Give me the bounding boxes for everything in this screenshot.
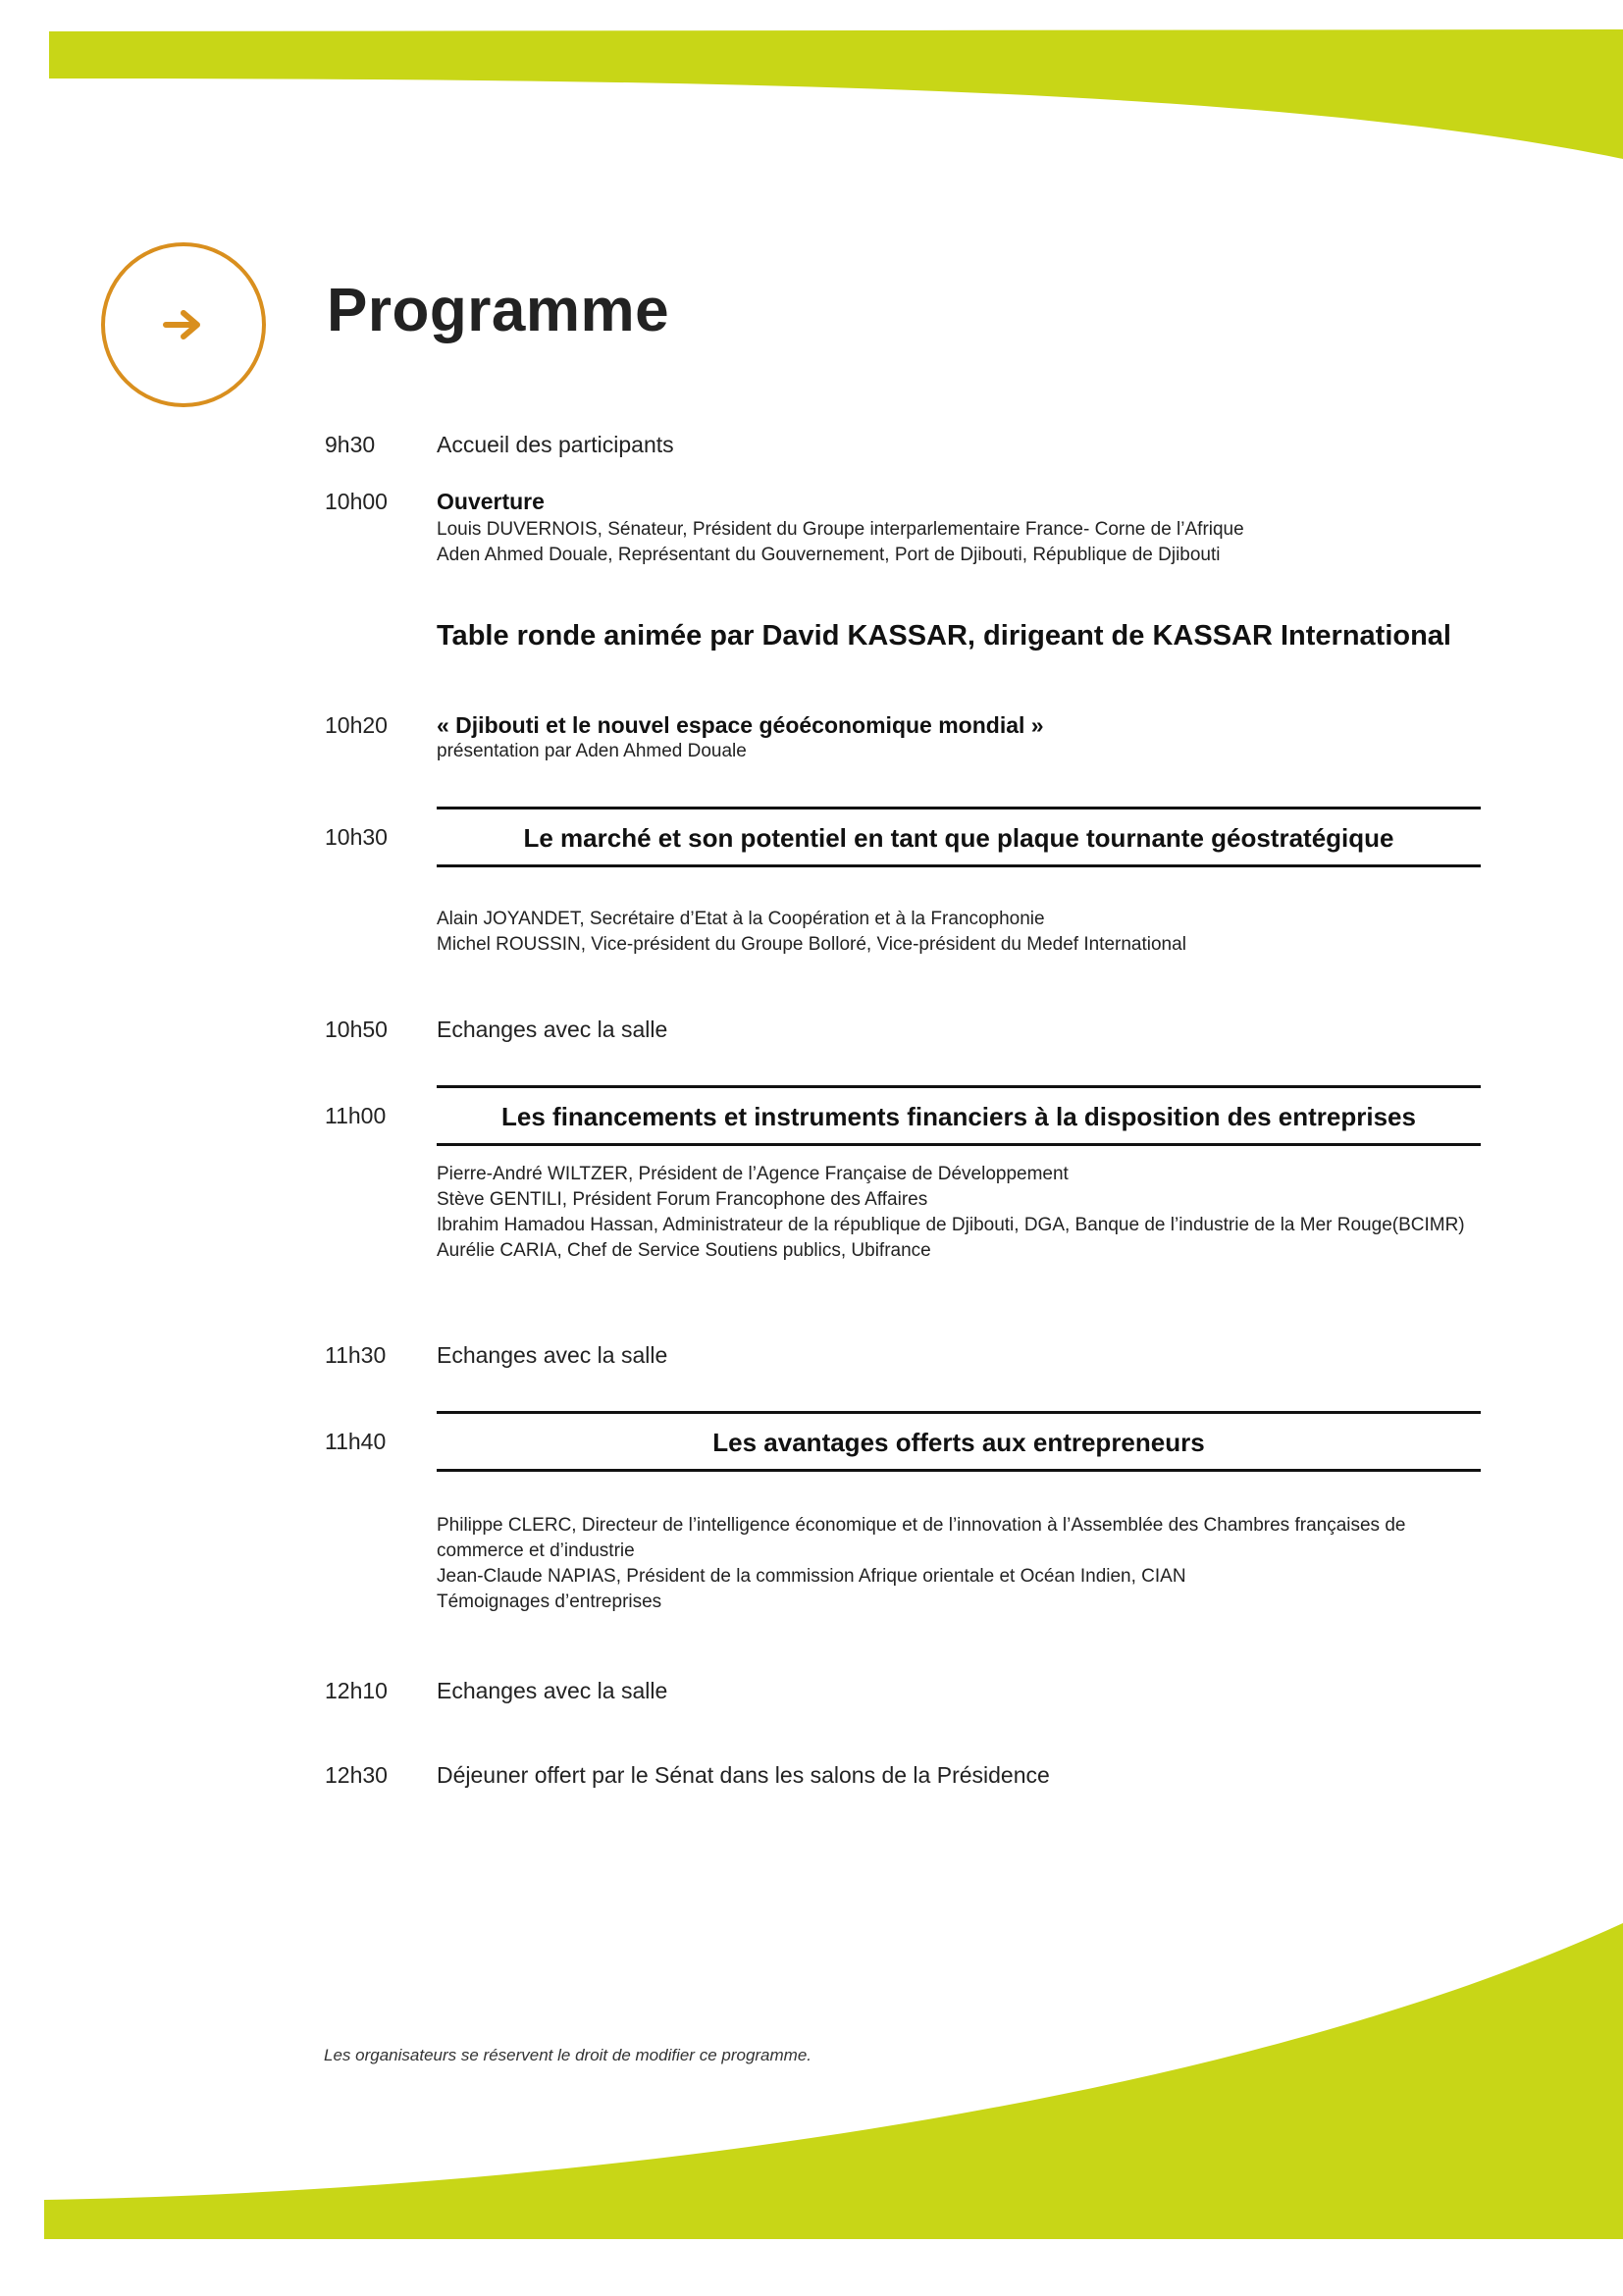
footer-note: Les organisateurs se réservent le droit de modifier ce programme. [324, 2046, 812, 2064]
entry-time: 12h10 [325, 1678, 388, 1703]
section-title: Le marché et son potentiel en tant que plaque tournante géostratégique [523, 823, 1394, 853]
entry-time: 10h50 [325, 1017, 388, 1042]
entry-text: Accueil des participants [437, 432, 674, 457]
section-time: 11h40 [325, 1429, 387, 1454]
roundtable-heading: Table ronde animée par David KASSAR, dirigeant de KASSAR International [437, 620, 1451, 652]
section-speakers [437, 1162, 1487, 1264]
entry-time: 11h30 [325, 1342, 387, 1368]
programme-logo-circle [101, 242, 266, 407]
speaker-line: Michel ROUSSIN, Vice-président du Groupe Bolloré, Vice-président du Medef International [437, 934, 1186, 955]
speaker-line: Ibrahim Hamadou Hassan, Administrateur de la république de Djibouti, DGA, Banque de l’industrie de la Mer Rouge(BCIMR) [437, 1215, 1465, 1235]
page-title: Programme [327, 277, 670, 344]
section-title-box [437, 1411, 1481, 1472]
speaker-line: Témoignages d’entreprises [437, 1592, 662, 1612]
entry-time: 9h30 [325, 432, 376, 457]
entry-text: Echanges avec la salle [437, 1342, 668, 1368]
entry-line: Aden Ahmed Douale, Représentant du Gouvernement, Port de Djibouti, République de Djibouti [437, 545, 1221, 565]
section-speakers [437, 907, 1487, 958]
section-title: Les avantages offerts aux entrepreneurs [712, 1428, 1205, 1457]
bottom-decorative-band [0, 1923, 1623, 2296]
entry-text: Echanges avec la salle [437, 1678, 668, 1703]
section-time: 10h30 [325, 824, 388, 850]
entry-time: 10h20 [325, 712, 388, 738]
section-title: Les financements et instruments financiers à la disposition des entreprises [501, 1102, 1416, 1131]
entry-heading: Ouverture [437, 489, 545, 514]
entry-time: 10h00 [325, 489, 388, 514]
entry-heading: « Djibouti et le nouvel espace géoéconomique mondial » [437, 712, 1044, 738]
speaker-line: Jean-Claude NAPIAS, Président de la commission Afrique orientale et Océan Indien, CIAN [437, 1566, 1186, 1587]
section-title-box [437, 1085, 1481, 1146]
speaker-line: Aurélie CARIA, Chef de Service Soutiens publics, Ubifrance [437, 1240, 931, 1261]
section-time: 11h00 [325, 1103, 387, 1128]
entry-line: Louis DUVERNOIS, Sénateur, Président du Groupe interparlementaire France- Corne de l’Afrique [437, 519, 1244, 540]
section-speakers [437, 1513, 1487, 1615]
arrow-right-icon [162, 305, 205, 344]
entry-text: Déjeuner offert par le Sénat dans les salons de la Présidence [437, 1762, 1050, 1788]
speaker-line: Stève GENTILI, Président Forum Francophone des Affaires [437, 1189, 928, 1210]
speaker-line: Pierre-André WILTZER, Président de l’Agence Française de Développement [437, 1164, 1069, 1184]
entry-line: présentation par Aden Ahmed Douale [437, 741, 747, 761]
entry-time: 12h30 [325, 1762, 388, 1788]
section-title-box [437, 807, 1481, 867]
speaker-line: Philippe CLERC, Directeur de l’intelligence économique et de l’innovation à l’Assemblée des Chambres françaises de commerce et d’industrie [437, 1515, 1406, 1561]
speaker-line: Alain JOYANDET, Secrétaire d’Etat à la Coopération et à la Francophonie [437, 909, 1045, 929]
entry-text: Echanges avec la salle [437, 1017, 668, 1042]
top-decorative-band [0, 0, 1623, 177]
